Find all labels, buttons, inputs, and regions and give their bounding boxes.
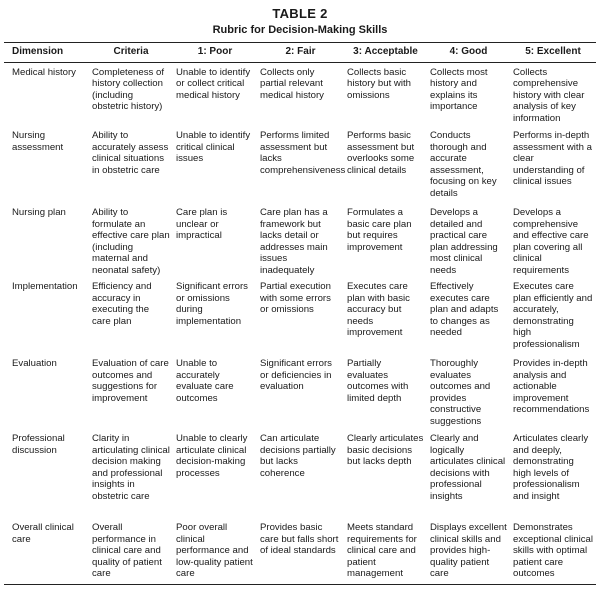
cell-dimension: Overall clinical care <box>4 518 89 584</box>
cell-dimension: Professional discussion <box>12 433 65 456</box>
cell-acceptable: Meets standard requirements for clinical care and patient management <box>344 518 427 584</box>
cell-good: Displays excellent clinical skills and provides high-quality patient care <box>427 518 510 584</box>
table-row <box>4 62 596 126</box>
column-header-excellent: 5: Excellent <box>510 43 596 63</box>
cell-fair: Care plan has a framework but lacks detail or addresses main issues inadequately <box>260 207 328 277</box>
column-header-acceptable: 3: Acceptable <box>344 43 427 63</box>
table-caption <box>0 0 600 37</box>
cell-criteria: Ability to formulate an effective care plan (including maternal and neonatal safety) <box>92 207 170 277</box>
header-row <box>4 43 596 63</box>
cell-criteria: Evaluation of care outcomes and suggestions for improvement <box>92 358 169 404</box>
table-row <box>4 518 596 584</box>
cell-acceptable: Clearly articulates basic decisions but lacks depth <box>347 433 424 468</box>
cell-dimension: Nursing plan <box>12 207 66 219</box>
cell-good: Conducts thorough and accurate assessment, focusing on key details <box>430 130 497 200</box>
cell-fair: Significant errors or deficiencies in evaluation <box>260 358 332 393</box>
cell-fair: Performs limited assessment but lacks comprehensiveness <box>260 130 346 176</box>
cell-excellent: Articulates clearly and deeply, demonstrating high levels of professionalism and insight <box>513 433 589 503</box>
table-number: TABLE 2 <box>272 6 328 21</box>
cell-excellent: Collects comprehensive history with clear analysis of key information <box>513 66 585 124</box>
cell-good: Thoroughly evaluates outcomes and provides constructive suggestions <box>430 358 491 428</box>
cell-dimension: Medical history <box>12 66 76 78</box>
cell-excellent: Performs in-depth assessment with a clear understanding of clinical issues <box>513 130 592 188</box>
cell-good: Effectively executes care plan and adapts to changes as needed <box>430 281 499 339</box>
cell-excellent: Provides in-depth analysis and actionable improvement recommendations <box>513 358 590 416</box>
cell-poor: Poor overall clinical performance and low-quality patient care <box>173 518 257 584</box>
cell-dimension: Nursing assessment <box>12 130 64 153</box>
cell-excellent: Demonstrates exceptional clinical skills with optimal patient care outcomes <box>510 518 596 584</box>
column-header-poor: 1: Poor <box>173 43 257 63</box>
column-header-criteria: Criteria <box>89 43 173 63</box>
cell-acceptable: Performs basic assessment but overlooks some clinical details <box>347 130 415 176</box>
cell-acceptable: Executes care plan with basic accuracy but needs improvement <box>347 281 410 339</box>
cell-dimension: Evaluation <box>12 358 57 370</box>
cell-criteria: Completeness of history collection (including obstetric history) <box>92 66 164 113</box>
cell-fair: Provides basic care but falls short of ideal standards <box>257 518 344 584</box>
table-row <box>4 277 596 354</box>
cell-criteria: Efficiency and accuracy in executing the care plan <box>92 281 152 327</box>
cell-acceptable: Partially evaluates outcomes with limited depth <box>347 358 409 404</box>
cell-fair: Partial execution with some errors or omissions <box>260 281 331 316</box>
cell-good: Clearly and logically articulates clinical decisions with professional insights <box>430 433 506 503</box>
cell-criteria: Clarity in articulating clinical decision making and professional insights in obstetric care <box>92 433 170 503</box>
cell-poor: Unable to clearly articulate clinical decision-making processes <box>176 433 248 479</box>
cell-poor: Care plan is unclear or impractical <box>176 207 228 242</box>
cell-fair: Collects only partial relevant medical history <box>260 66 324 101</box>
cell-criteria: Ability to accurately assess clinical situations in obstetric care <box>92 130 169 176</box>
cell-dimension: Implementation <box>12 281 78 293</box>
cell-good: Develops a detailed and practical care plan addressing most clinical needs <box>430 207 498 277</box>
table-row <box>4 126 596 203</box>
table-title: Rubric for Decision-Making Skills <box>212 24 388 36</box>
table-row <box>4 354 596 429</box>
cell-poor: Significant errors or omissions during implementation <box>176 281 248 327</box>
column-header-good: 4: Good <box>427 43 510 63</box>
table-row <box>4 429 596 518</box>
table-row <box>4 203 596 277</box>
cell-excellent: Executes care plan efficiently and accurately, demonstrating high professionalism <box>513 281 593 351</box>
rubric-table <box>4 42 596 585</box>
cell-fair: Can articulate decisions partially but lacks coherence <box>260 433 336 479</box>
cell-acceptable: Formulates a basic care plan but requires improvement <box>347 207 412 253</box>
cell-criteria: Overall performance in clinical care and quality of patient care <box>89 518 173 584</box>
column-header-dimension: Dimension <box>4 43 89 63</box>
cell-excellent: Develops a comprehensive and effective care plan covering all clinical requirements <box>513 207 589 277</box>
cell-poor: Unable to identify or collect critical medical history <box>176 66 251 101</box>
cell-acceptable: Collects basic history but with omissions <box>347 66 411 101</box>
column-header-fair: 2: Fair <box>257 43 344 63</box>
cell-poor: Unable to accurately evaluate care outcomes <box>176 358 234 404</box>
cell-poor: Unable to identify critical clinical issues <box>176 130 251 165</box>
cell-good: Collects most history and explains its importance <box>430 66 488 113</box>
